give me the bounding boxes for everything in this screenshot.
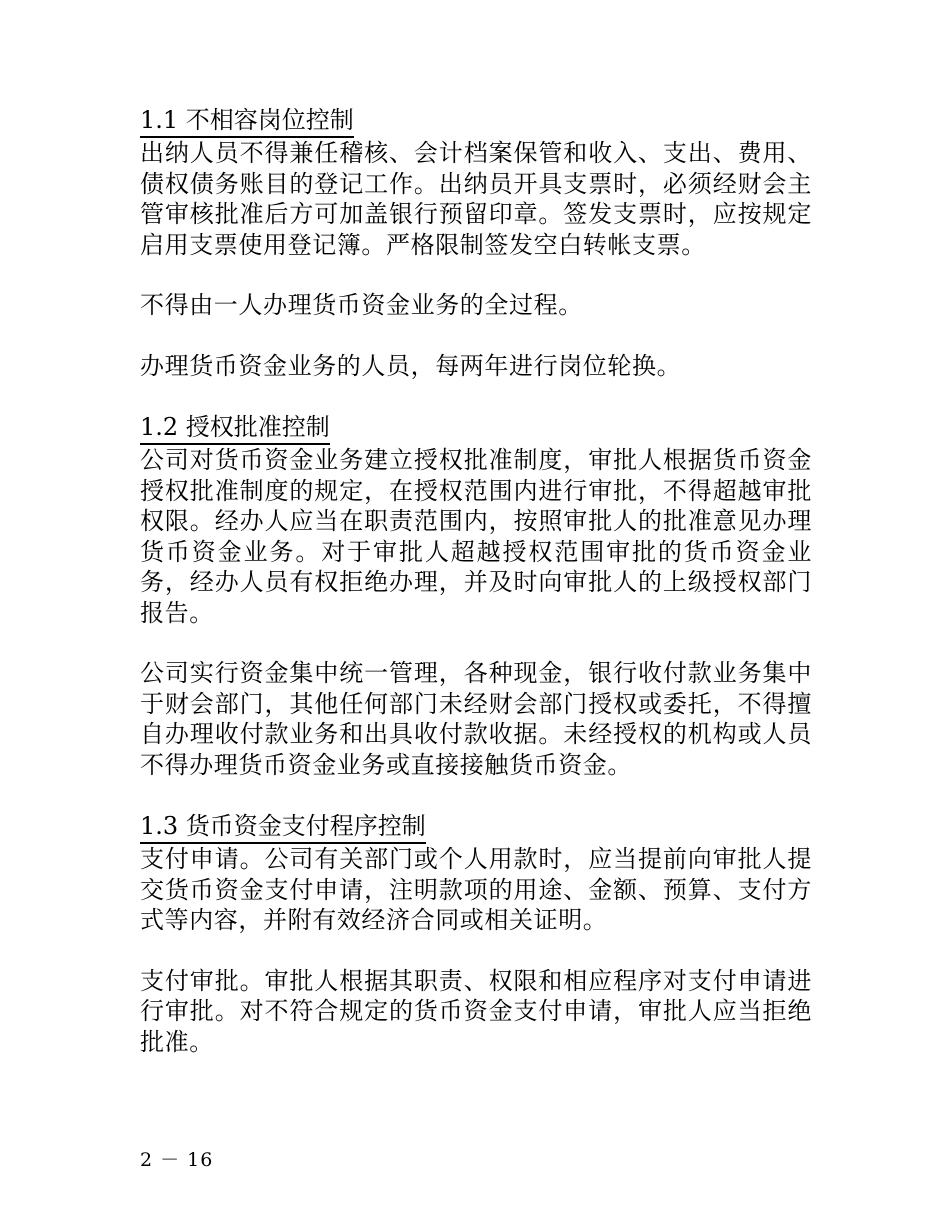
document-body — [140, 104, 812, 1057]
paragraph: 支付申请。公司有关部门或个人用款时，应当提前向审批人提交货币资金支付申请，注明款项的用途、金额、预算、支付方式等内容，并附有效经济合同或相关证明。 — [140, 845, 812, 934]
paragraph: 办理货币资金业务的人员，每两年进行岗位轮换。 — [140, 351, 682, 380]
section-heading: 1.3 货币资金支付程序控制 — [140, 810, 426, 844]
section-1-2 — [140, 411, 812, 810]
paragraph: 公司实行资金集中统一管理，各种现金，银行收付款业务集中于财会部门，其他任何部门未经财会部门授权或委托，不得擅自办理收付款业务和出具收付款收据。未经授权的机构或人员不得办理货币资金业务或直接接触货币资金。 — [140, 659, 812, 779]
section-heading: 1.2 授权批准控制 — [140, 411, 330, 445]
paragraph: 不得由一人办理货币资金业务的全过程。 — [140, 291, 583, 319]
page-number: 2 － 16 — [140, 1149, 214, 1171]
paragraph: 出纳人员不得兼任稽核、会计档案保管和收入、支出、费用、债权债务账目的登记工作。出纳员开具支票时，必须经财会主管审核批准后方可加盖银行预留印章。签发支票时，应按规定启用支票使用登记簿。严格限制签发空白转帐支票。 — [140, 139, 812, 259]
section-1-1 — [140, 104, 812, 411]
section-1-3 — [140, 810, 812, 1057]
paragraph: 支付审批。审批人根据其职责、权限和相应程序对支付申请进行审批。对不符合规定的货币资金支付申请，审批人应当拒绝批准。 — [140, 966, 812, 1056]
section-heading: 1.1 不相容岗位控制 — [140, 104, 354, 138]
paragraph: 公司对货币资金业务建立授权批准制度，审批人根据货币资金授权批准制度的规定，在授权范围内进行审批，不得超越审批权限。经办人应当在职责范围内，按照审批人的批准意见办理货币资金业务。对于审批人超越授权范围审批的货币资金业务，经办人员有权拒绝办理，并及时向审批人的上级授权部门报告。 — [140, 446, 812, 627]
